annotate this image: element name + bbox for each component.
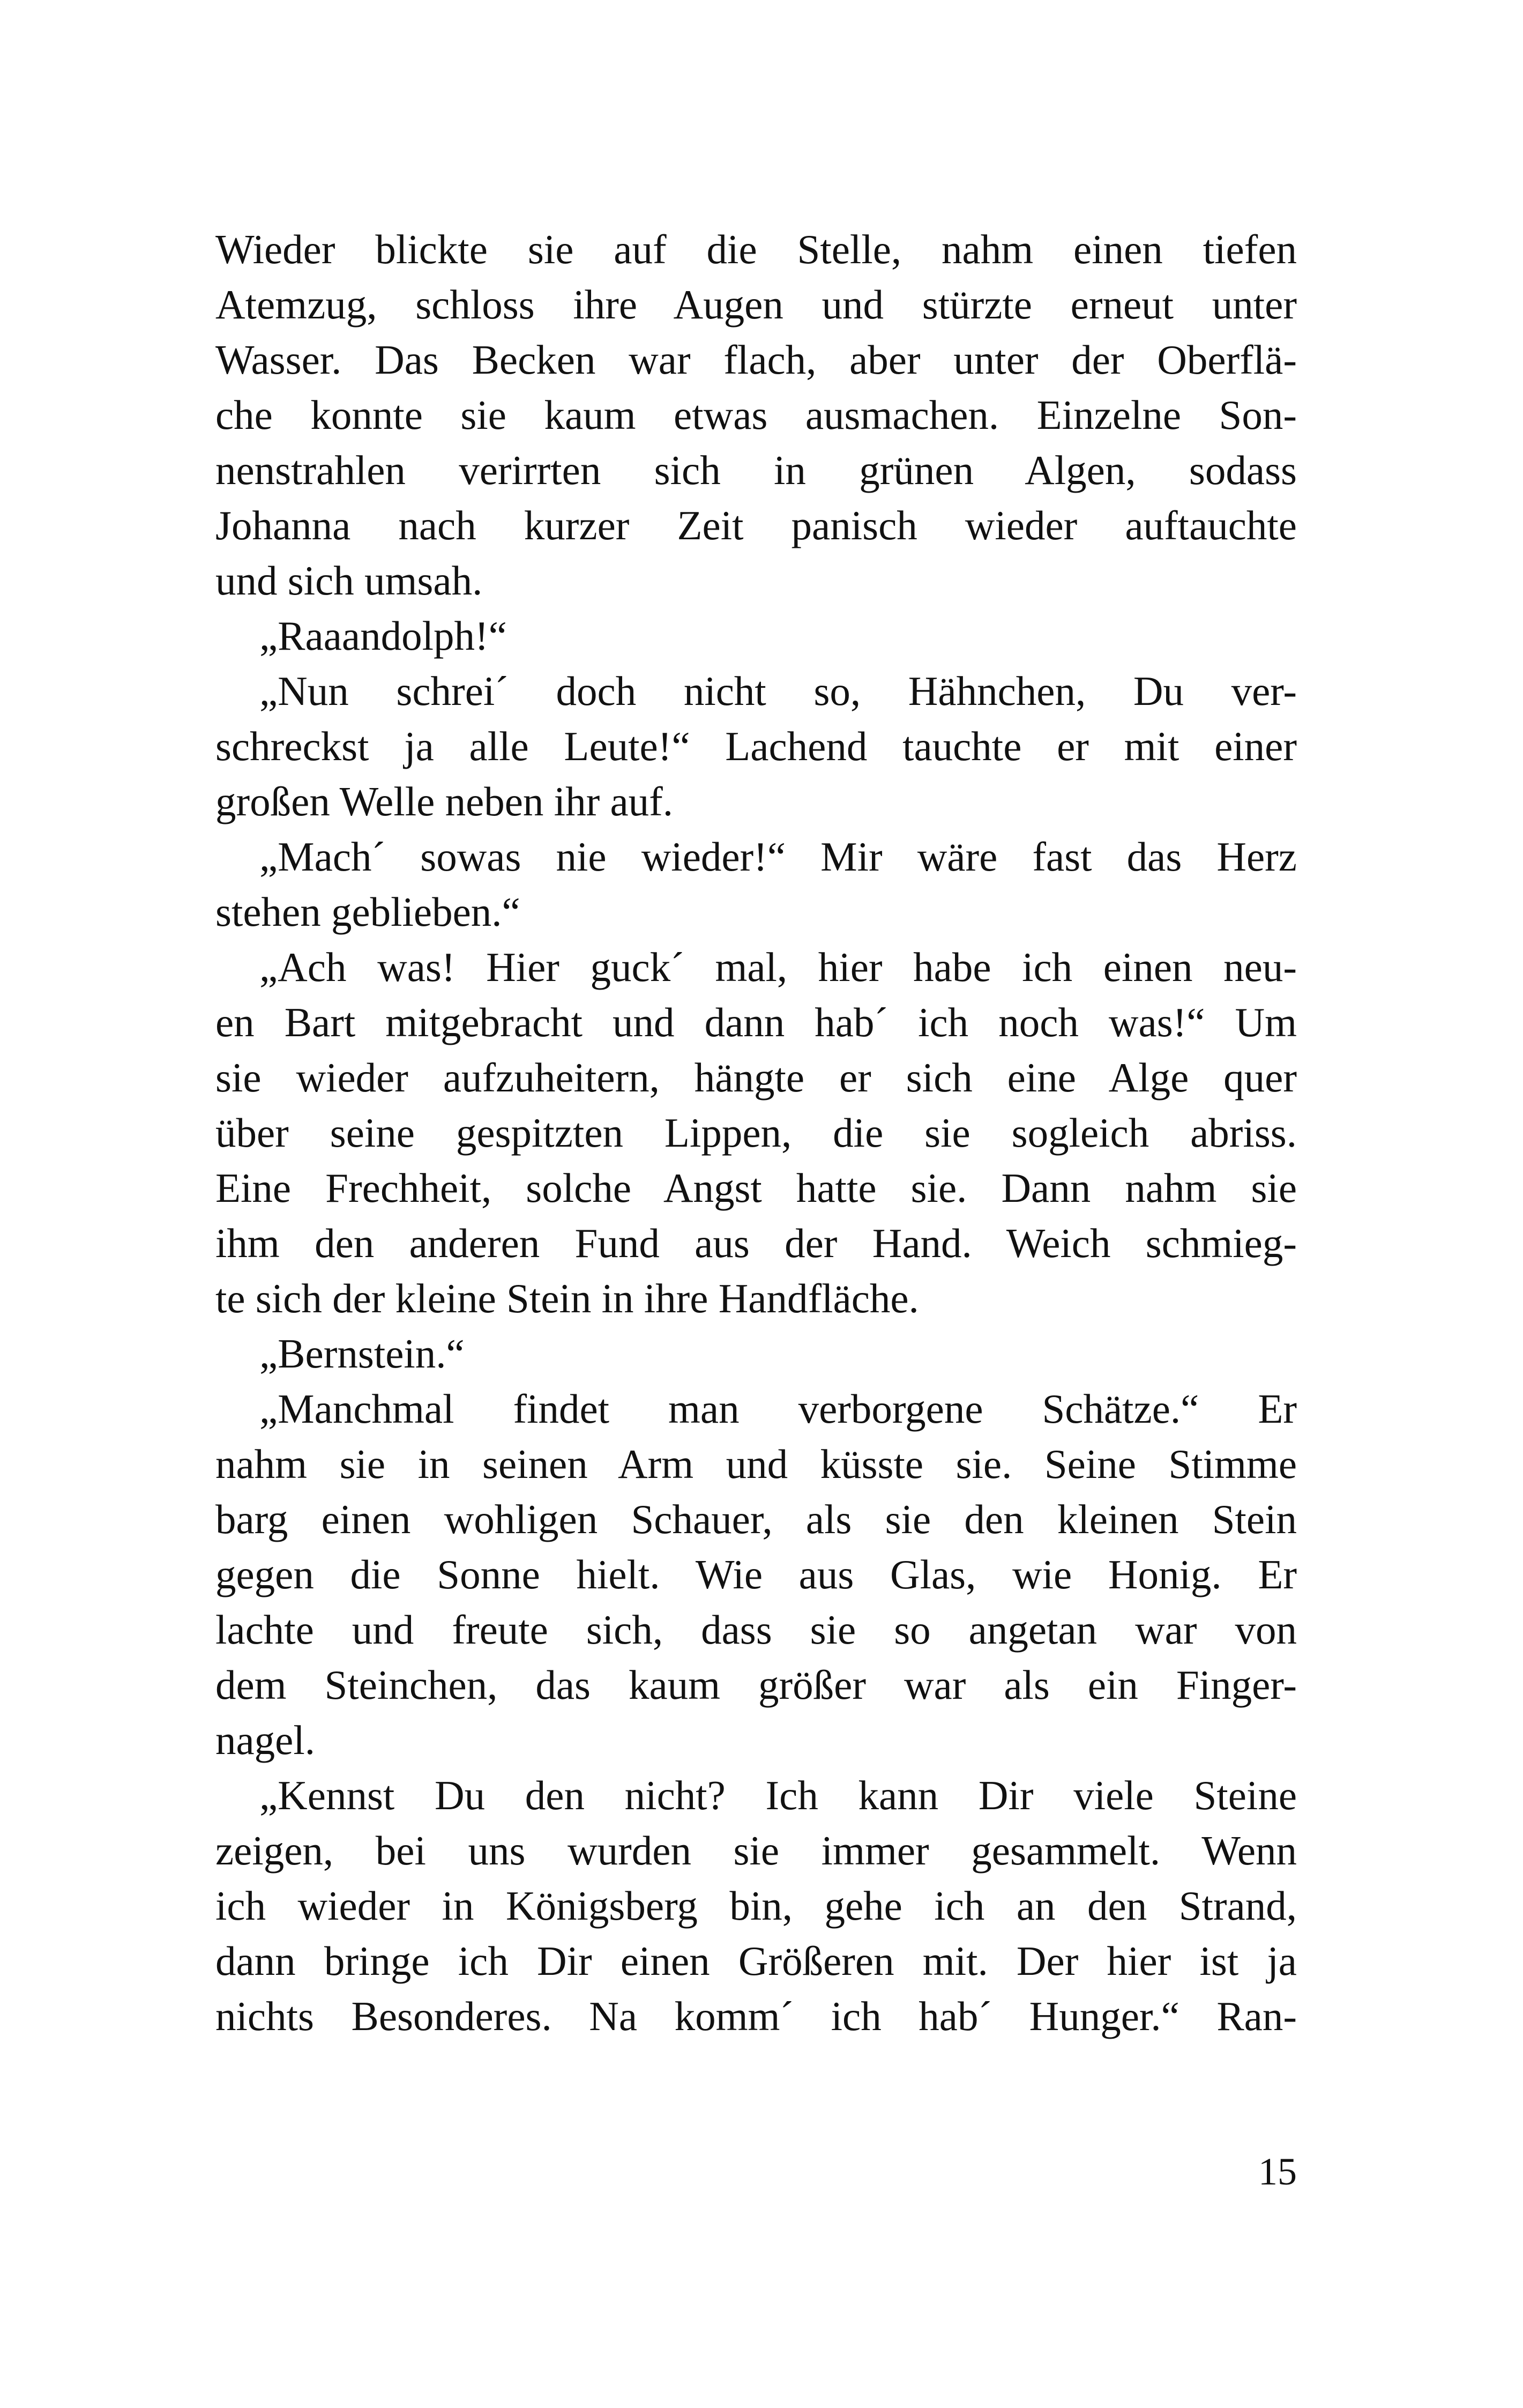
text-line: nenstrahlen verirrten sich in grünen Algen, sodass (215, 447, 1297, 493)
text-line: barg einen wohligen Schauer, als sie den kleinen Stein (215, 1496, 1297, 1542)
text-line: ich wieder in Königsberg bin, gehe ich an den Strand, (215, 1883, 1297, 1929)
text-line: stehen geblieben.“ (215, 889, 520, 935)
text-line: gegen die Sonne hielt. Wie aus Glas, wie Honig. Er (215, 1551, 1297, 1597)
text-line: „Bernstein.“ (259, 1331, 465, 1377)
text-line: lachte und freute sich, dass sie so angetan war von (215, 1607, 1297, 1653)
text-line: sie wieder aufzuheitern, hängte er sich eine Alge quer (215, 1054, 1297, 1101)
text-line: dem Steinchen, das kaum größer war als ein Finger- (215, 1662, 1297, 1708)
page-number: 15 (1258, 2150, 1297, 2193)
text-line: nagel. (215, 1717, 315, 1763)
text-line: zeigen, bei uns wurden sie immer gesammelt. Wenn (215, 1827, 1297, 1874)
text-line: und sich umsah. (215, 558, 483, 604)
text-line: großen Welle neben ihr auf. (215, 778, 674, 824)
text-line: „Kennst Du den nicht? Ich kann Dir viele Steine (259, 1772, 1297, 1818)
text-line: Wasser. Das Becken war flach, aber unter der Oberflä- (215, 337, 1297, 383)
text-line: Wieder blickte sie auf die Stelle, nahm einen tiefen (215, 226, 1297, 272)
text-line: Atemzug, schloss ihre Augen und stürzte erneut unter (215, 281, 1297, 328)
text-line: Eine Frechheit, solche Angst hatte sie. Dann nahm sie (215, 1165, 1297, 1211)
text-line: ihm den anderen Fund aus der Hand. Weich schmieg- (215, 1220, 1297, 1266)
body-text (215, 222, 1297, 2044)
text-line: „Nun schrei´ doch nicht so, Hähnchen, Du ver- (259, 668, 1297, 714)
text-line: „Manchmal findet man verborgene Schätze.“ Er (259, 1386, 1297, 1432)
text-line: schreckst ja alle Leute!“ Lachend tauchte er mit einer (215, 723, 1297, 769)
text-line: Johanna nach kurzer Zeit panisch wieder auftauchte (215, 502, 1297, 548)
text-line: te sich der kleine Stein in ihre Handfläche. (215, 1275, 919, 1321)
text-line: „Mach´ sowas nie wieder!“ Mir wäre fast das Herz (259, 834, 1297, 880)
text-line: en Bart mitgebracht und dann hab´ ich noch was!“ Um (215, 999, 1297, 1045)
text-line: „Ach was! Hier guck´ mal, hier habe ich einen neu- (259, 944, 1297, 990)
text-line: che konnte sie kaum etwas ausmachen. Einzelne Son- (215, 392, 1297, 438)
text-line: dann bringe ich Dir einen Größeren mit. Der hier ist ja (215, 1938, 1297, 1984)
text-line: „Raaandolph!“ (259, 613, 507, 659)
text-line: nichts Besonderes. Na komm´ ich hab´ Hunger.“ Ran- (215, 1993, 1297, 2039)
text-line: nahm sie in seinen Arm und küsste sie. Seine Stimme (215, 1441, 1297, 1487)
text-line: über seine gespitzten Lippen, die sie sogleich abriss. (215, 1110, 1297, 1156)
